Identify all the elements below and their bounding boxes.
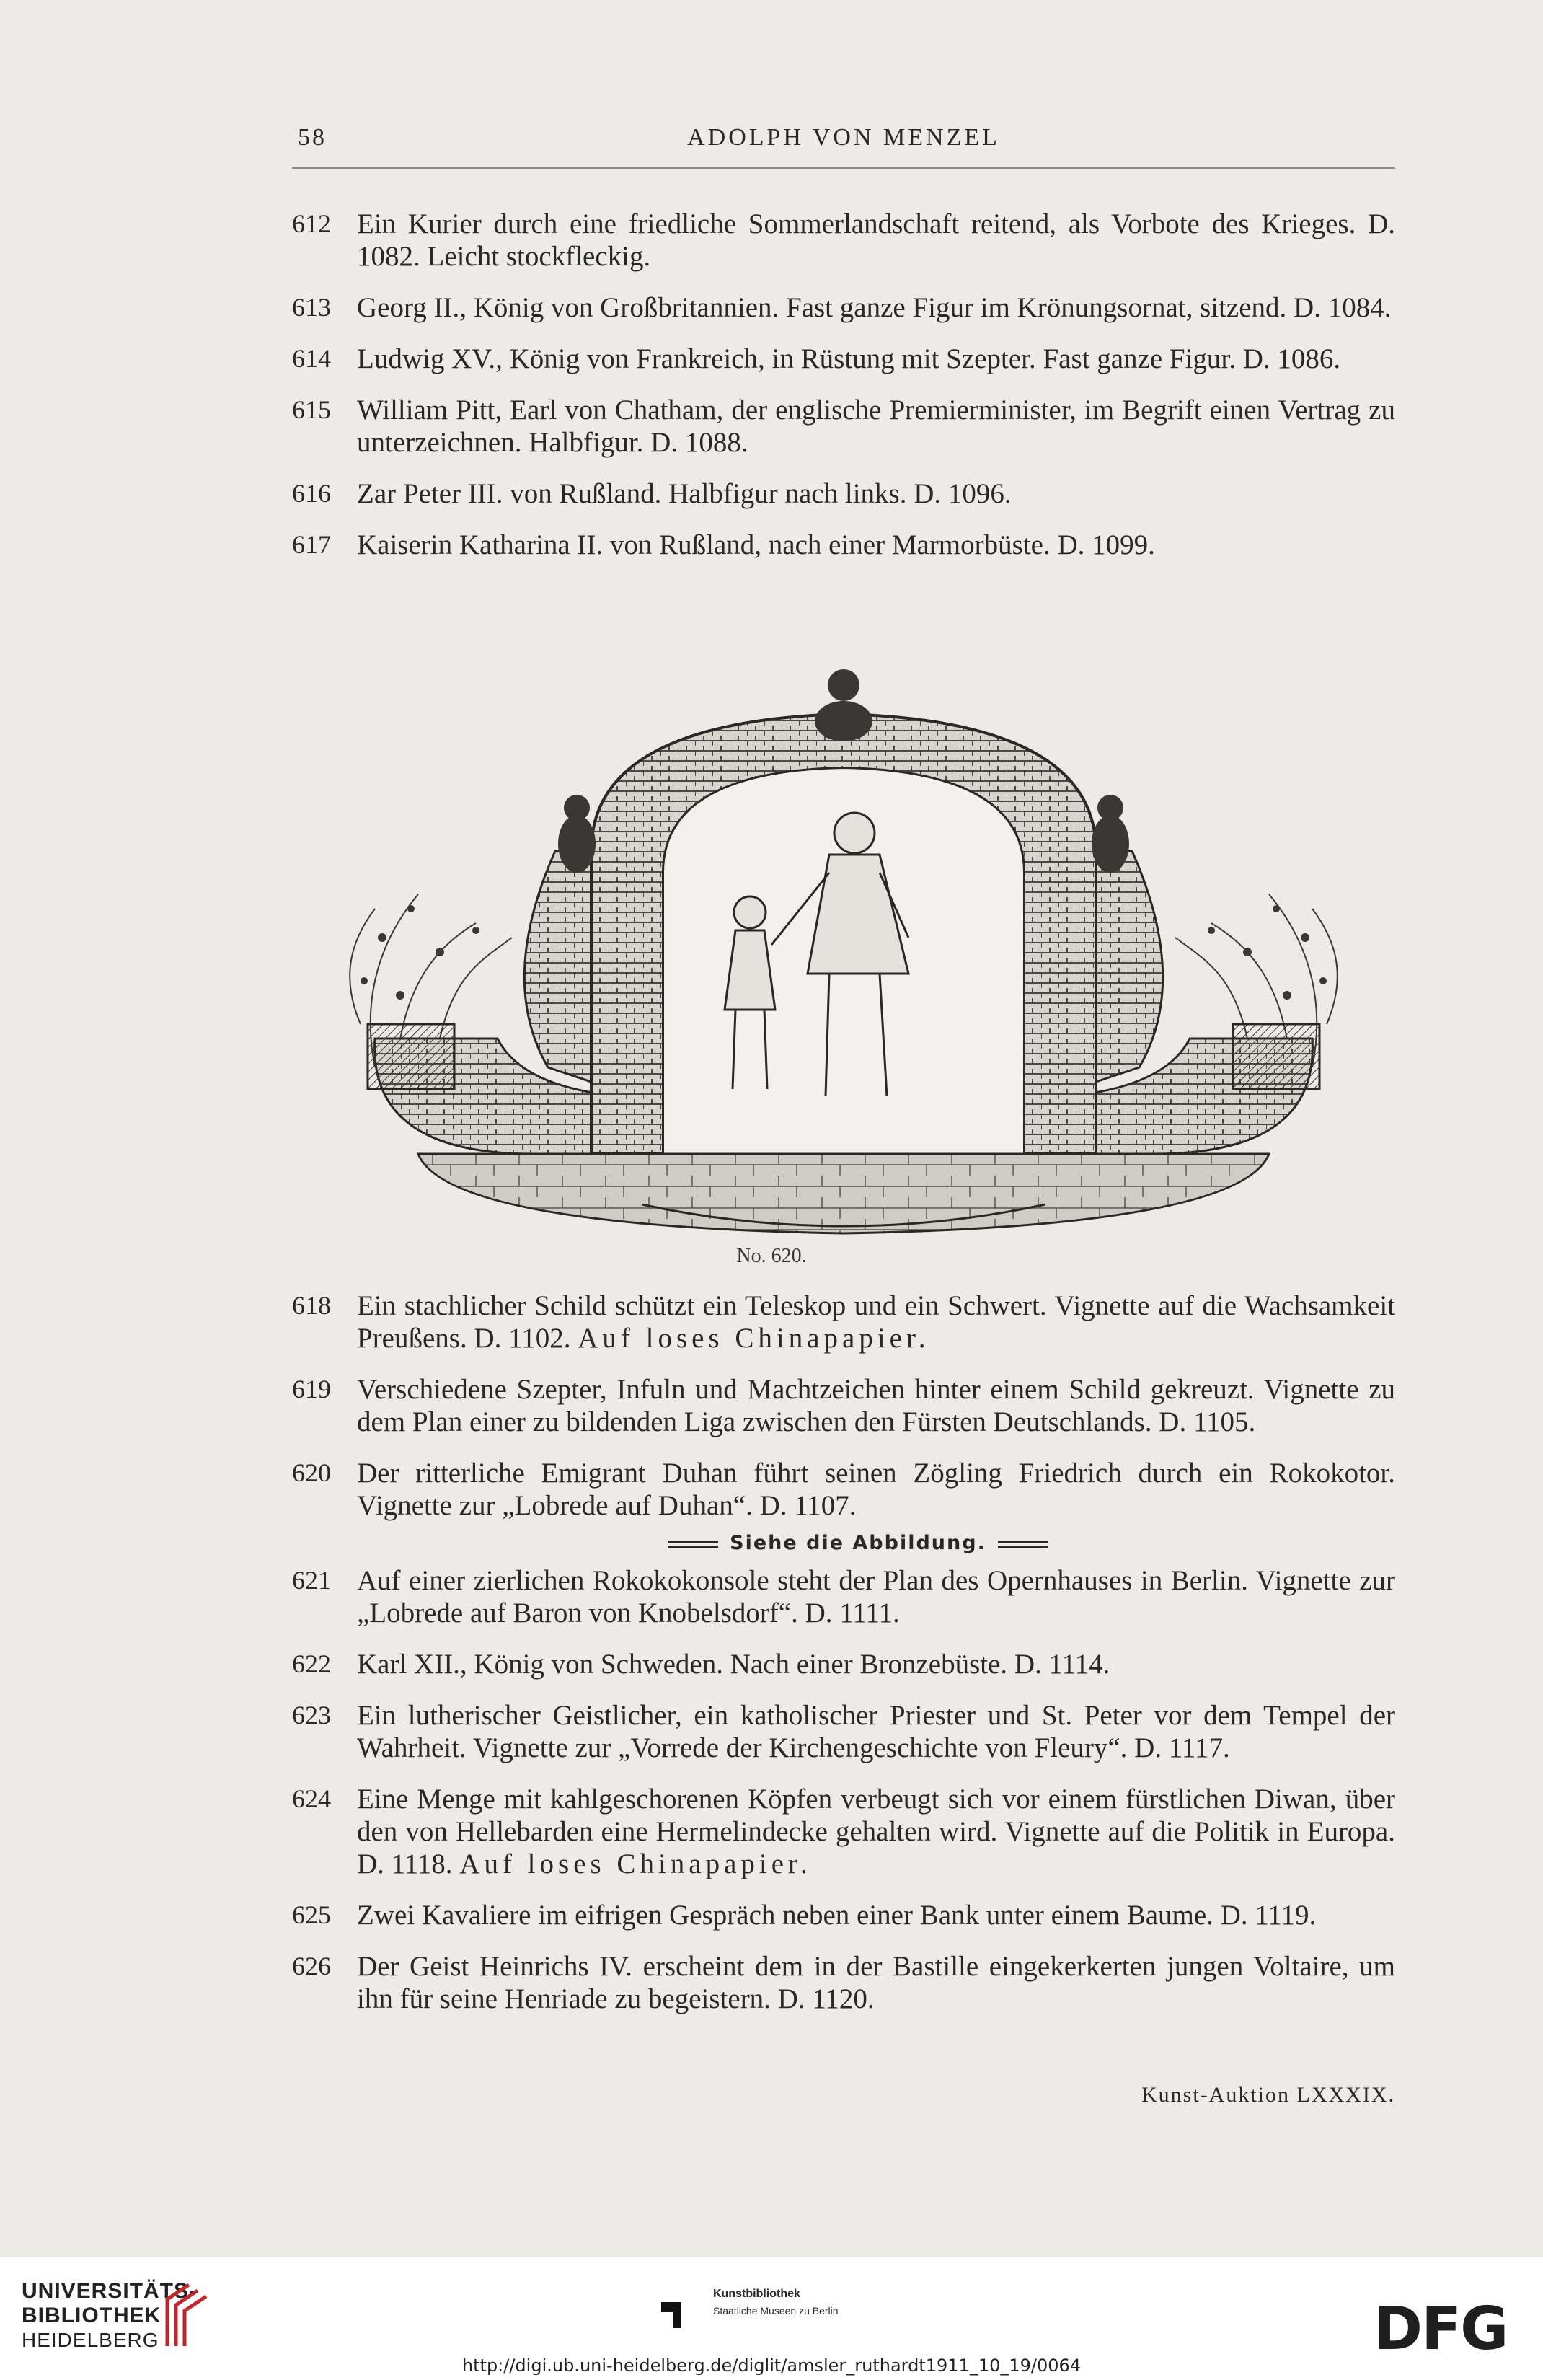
entry-number: 626 bbox=[292, 1952, 331, 1980]
catalog-entry bbox=[292, 1290, 1395, 1354]
catalog-entry bbox=[292, 1457, 1395, 1522]
entry-paper-note: Auf loses Chinapapier. bbox=[578, 1323, 930, 1354]
catalog-entry bbox=[292, 529, 1395, 561]
entry-text: Karl XII., König von Schweden. Nach einer Bronzebüste. D. 1114. bbox=[357, 1649, 1110, 1680]
entry-text: Ein stachlicher Schild schützt ein Teleskop und ein Schwert. Vignette auf die Wachsamkeit Preußens. D. 1102. bbox=[357, 1290, 1395, 1354]
catalog-entry bbox=[292, 394, 1395, 459]
entry-text: Ein Kurier durch eine friedliche Sommerlandschaft reitend, als Vorbote des Krieges. D. 1082. Leicht stockfleckig. bbox=[357, 208, 1395, 272]
kb-line1: Kunstbibliothek bbox=[713, 2288, 800, 2300]
catalog-entry bbox=[292, 1648, 1395, 1680]
rococo-gate-engraving bbox=[332, 635, 1356, 1255]
entry-number: 615 bbox=[292, 395, 331, 424]
entry-number: 621 bbox=[292, 1566, 331, 1595]
entry-text: Der ritterliche Emigrant Duhan führt seinen Zögling Friedrich durch ein Rokokotor. Vignette zur „Lobrede auf Duhan“. D. 1107. bbox=[357, 1458, 1395, 1521]
catalog-entry bbox=[292, 1899, 1395, 1931]
see-illustration-text: Siehe die Abbildung. bbox=[730, 1532, 986, 1554]
dfg-logo[interactable]: DFG bbox=[1374, 2295, 1508, 2363]
entry-text: Auf einer zierlichen Rokokokonsole steht der Plan des Opernhauses in Berlin. Vignette zur „Lobrede auf Baron von Knobelsdorf“. D. 1111. bbox=[357, 1565, 1395, 1628]
figure-caption: No. 620. bbox=[736, 1245, 807, 1267]
entries-top bbox=[292, 208, 1395, 580]
catalog-entry bbox=[292, 477, 1395, 510]
entry-text: Ludwig XV., König von Frankreich, in Rüstung mit Szepter. Fast ganze Figur. D. 1086. bbox=[357, 343, 1341, 374]
entry-text: Der Geist Heinrichs IV. erscheint dem in der Bastille eingekerkerten jungen Voltaire, um ihn für seine Henriade zu begeistern. D. 1120. bbox=[357, 1951, 1395, 2014]
running-title: ADOLPH VON MENZEL bbox=[687, 124, 1000, 151]
catalog-entry bbox=[292, 1950, 1395, 2015]
ub-logo-line1: UNIVERSITÄTS- bbox=[22, 2279, 198, 2303]
catalog-entry bbox=[292, 208, 1395, 273]
catalog-entry bbox=[292, 1783, 1395, 1880]
entry-text: Verschiedene Szepter, Infuln und Machtzeichen hinter einem Schild gekreuzt. Vignette zu dem Plan einer zu bildenden Liga zwischen den Fürsten Deutschlands. D. 1105. bbox=[357, 1374, 1395, 1437]
kb-line2: Staatliche Museen zu Berlin bbox=[713, 2305, 839, 2317]
entry-number: 616 bbox=[292, 479, 331, 508]
entry-number: 614 bbox=[292, 344, 331, 373]
entry-number: 612 bbox=[292, 209, 331, 238]
entry-number: 622 bbox=[292, 1649, 331, 1678]
page-header bbox=[292, 124, 1395, 169]
double-rule-right bbox=[998, 1541, 1048, 1548]
permalink-url[interactable]: http://digi.ub.uni-heidelberg.de/diglit/amsler_ruthardt1911_10_19/0064 bbox=[461, 2355, 1082, 2376]
catalog-entry bbox=[292, 1373, 1395, 1438]
entry-number: 613 bbox=[292, 293, 331, 322]
entry-number: 618 bbox=[292, 1291, 331, 1320]
ub-logo-icon bbox=[160, 2278, 211, 2350]
entry-text: Zar Peter III. von Rußland. Halbfigur nach links. D. 1096. bbox=[357, 478, 1012, 509]
viewer-footer bbox=[0, 2257, 1543, 2380]
catalog-entry bbox=[292, 291, 1395, 324]
ub-logo-line2: BIBLIOTHEK bbox=[22, 2304, 162, 2327]
catalog-entry bbox=[292, 1699, 1395, 1764]
entry-text: Kaiserin Katharina II. von Rußland, nach einer Marmorbüste. D. 1099. bbox=[357, 529, 1155, 560]
entry-text: William Pitt, Earl von Chatham, der englische Premierminister, im Begrift einen Vertrag zu unterzeichnen. Halbfigur. D. 1088. bbox=[357, 395, 1395, 458]
entry-text: Georg II., König von Großbritannien. Fast ganze Figur im Krönungsornat, sitzend. D. 1084. bbox=[357, 292, 1392, 323]
ub-logo-line3: HEIDELBERG bbox=[22, 2329, 159, 2351]
entry-number: 624 bbox=[292, 1784, 331, 1813]
entry-text: Zwei Kavaliere im eifrigen Gespräch neben einer Bank unter einem Baume. D. 1119. bbox=[357, 1900, 1317, 1931]
see-illustration-note bbox=[292, 1532, 1395, 1554]
entry-number: 625 bbox=[292, 1900, 331, 1929]
entry-text: Ein lutherischer Geistlicher, ein katholischer Priester und St. Peter vor dem Tempel der Wahrheit. Vignette zur „Vorrede der Kirchengeschichte von Fleury“. D. 1117. bbox=[357, 1700, 1395, 1763]
entry-paper-note: Auf loses Chinapapier. bbox=[459, 1848, 812, 1879]
page-number: 58 bbox=[298, 124, 327, 151]
entry-text: Eine Menge mit kahlgeschorenen Köpfen verbeugt sich vor einem fürstlichen Diwan, über den von Hellebarden eine Hermelindecke gehalten wird. Vignette auf die Politik in Europa. D. 1118. bbox=[357, 1784, 1395, 1879]
entry-number: 620 bbox=[292, 1458, 331, 1487]
engraving-illustration bbox=[332, 635, 1356, 1255]
entry-number: 623 bbox=[292, 1701, 331, 1729]
catalog-entry bbox=[292, 343, 1395, 375]
entry-number: 617 bbox=[292, 530, 331, 559]
catalog-entry bbox=[292, 1564, 1395, 1629]
entries-bottom bbox=[292, 1290, 1395, 2034]
kunstbibliothek-icon bbox=[653, 2288, 700, 2335]
double-rule-left bbox=[668, 1541, 718, 1548]
signature-mark: Kunst-Auktion LXXXIX. bbox=[1141, 2083, 1395, 2107]
entry-number: 619 bbox=[292, 1375, 331, 1403]
